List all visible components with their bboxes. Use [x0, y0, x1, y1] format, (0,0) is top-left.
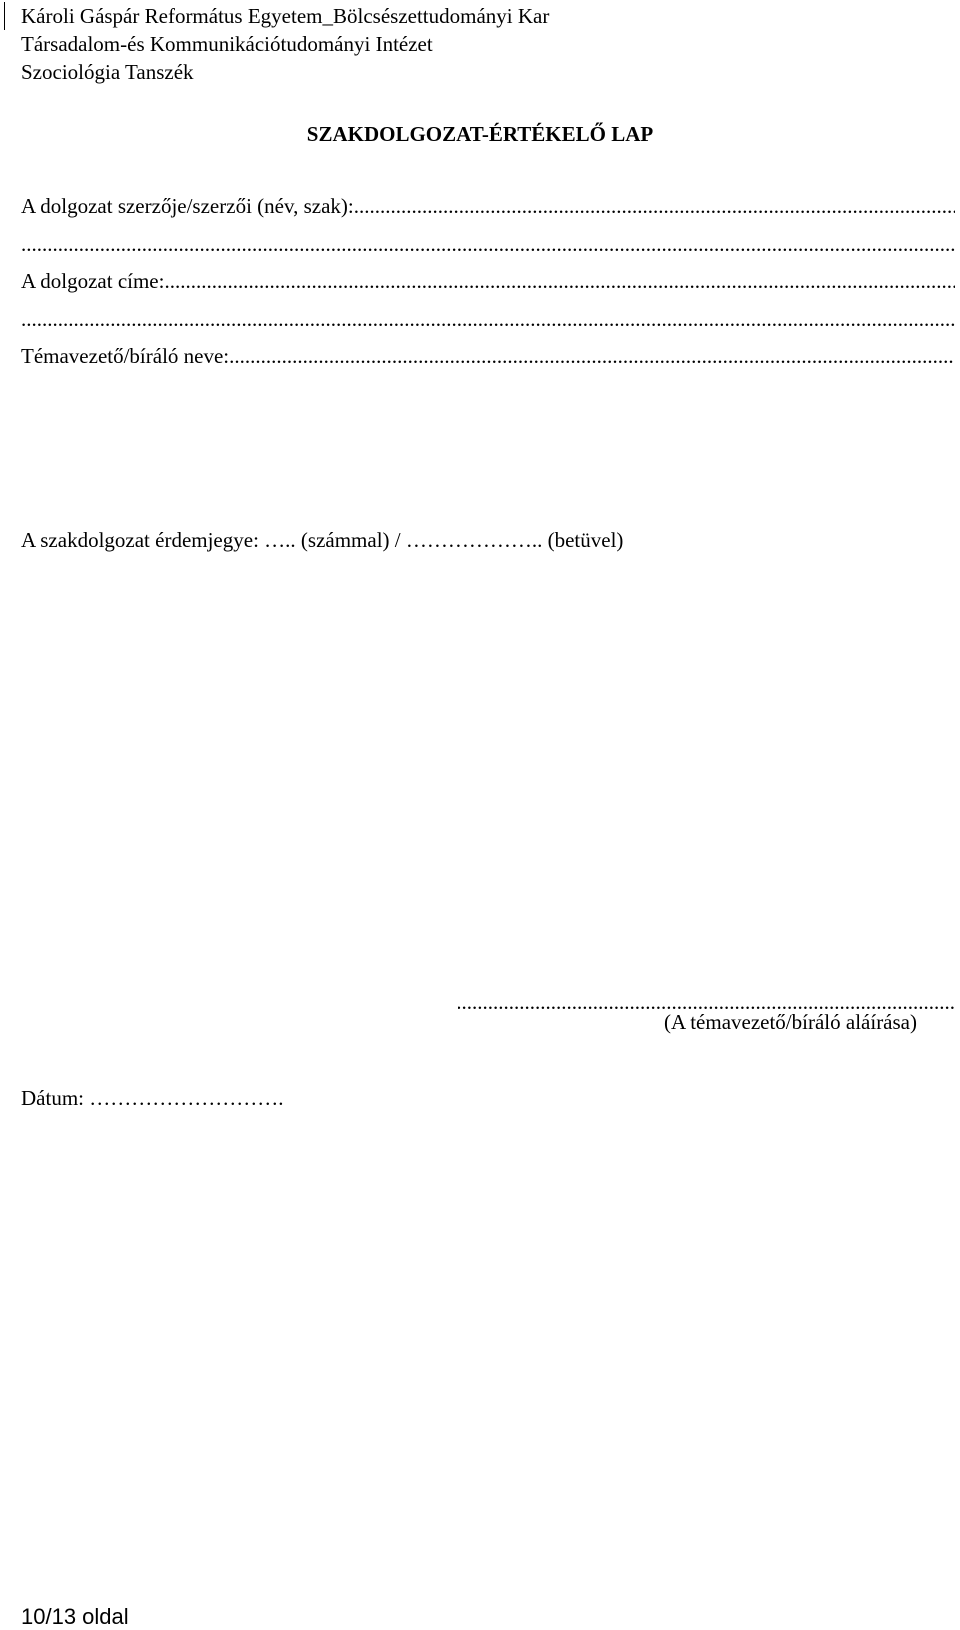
author-field-dots-2	[21, 230, 955, 258]
header-department: Szociológia Tanszék	[21, 60, 194, 84]
thesis-title-field-continuation	[21, 305, 955, 333]
header-institution: Károli Gáspár Református Egyetem_Bölcsészettudományi Kar	[21, 4, 550, 28]
text-cursor	[4, 2, 5, 30]
grade-line: A szakdolgozat érdemjegye: ….. (számmal) / ……………….. (betüvel)	[21, 528, 624, 552]
author-field-label: A dolgozat szerzője/szerzői (név, szak):	[21, 194, 354, 218]
signature-caption: (A témavezető/bíráló aláírása)	[663, 1010, 917, 1034]
thesis-title-field-dots	[164, 267, 955, 295]
supervisor-field-dots	[229, 342, 955, 370]
author-field-row	[21, 192, 955, 220]
thesis-title-field-label: A dolgozat címe:	[21, 269, 165, 293]
date-line: Dátum: ……………………….	[21, 1086, 284, 1110]
supervisor-field-row	[21, 342, 955, 370]
supervisor-field-label: Témavezető/bíráló neve:	[21, 344, 230, 368]
page-title: SZAKDOLGOZAT-ÉRTÉKELŐ LAP	[306, 122, 654, 146]
author-field-continuation	[21, 230, 955, 258]
page-number: 10/13 oldal	[21, 1604, 129, 1629]
thesis-title-field-row	[21, 267, 955, 295]
author-field-dots	[354, 192, 955, 220]
thesis-title-field-dots-2	[21, 305, 955, 333]
header-institute: Társadalom-és Kommunikációtudományi Intézet	[21, 32, 433, 56]
